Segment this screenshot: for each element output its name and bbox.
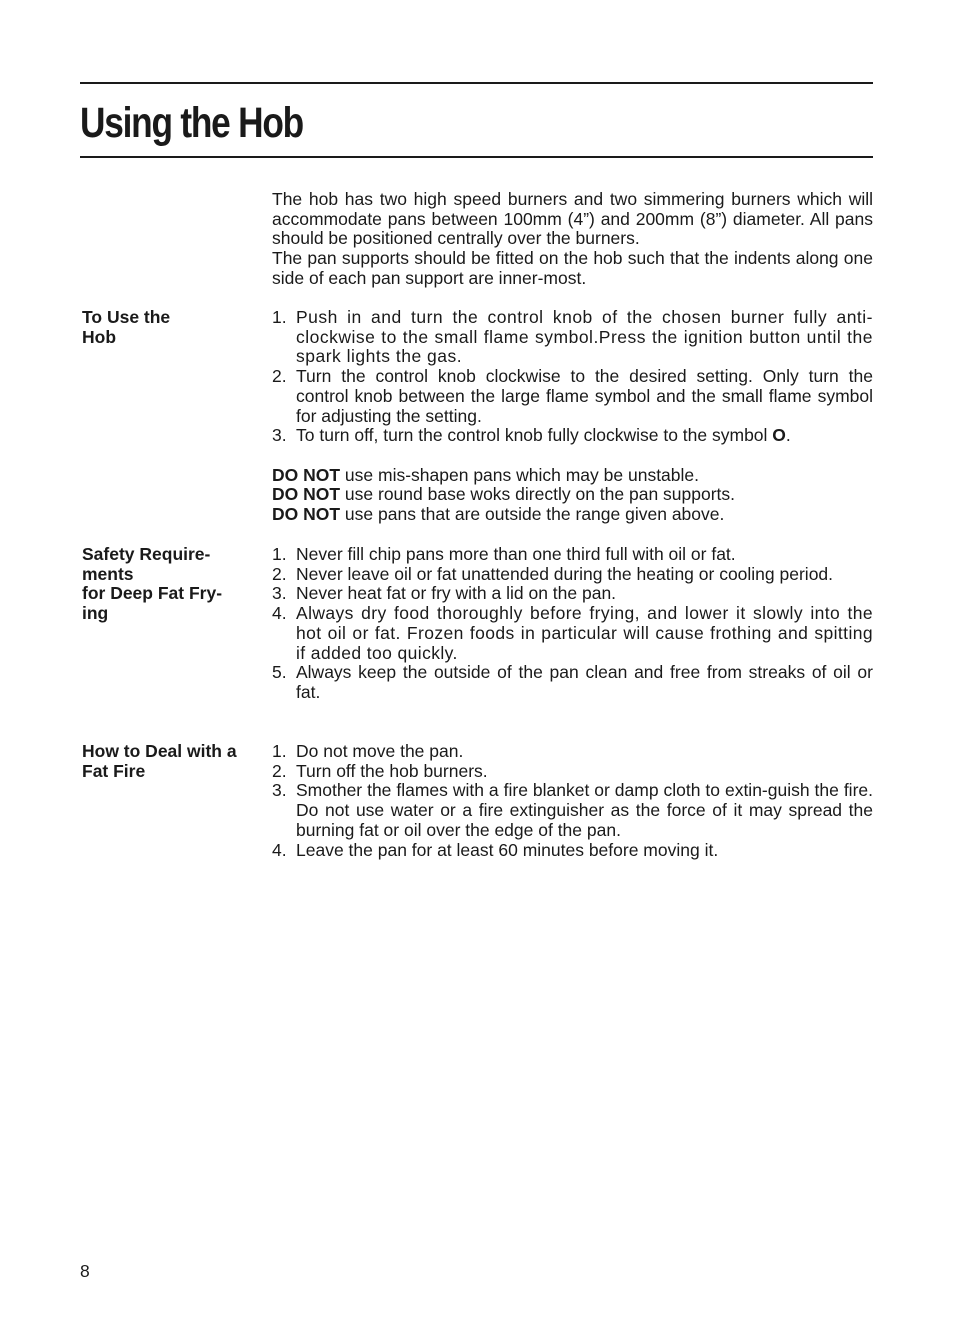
list-item [272,663,873,702]
safety-section [272,545,873,703]
warning-text: use round base woks directly on the pan supports. [340,484,736,505]
step-text-suffix: . [785,425,791,446]
safety-steps [272,545,873,703]
warning-1 [272,466,873,486]
use-hob-section [272,308,873,525]
step-number: 4. [272,603,287,624]
step-text: Never leave oil or fat unattended during the heating or cooling period. [296,563,834,584]
list-item [272,545,873,565]
step-text: Leave the pan for at least 60 minutes before moving it. [296,839,719,860]
fat-fire-heading [82,742,262,781]
warning-2 [272,485,873,505]
warning-label: DO NOT [272,464,341,485]
list-item [272,781,873,840]
warning-label: DO NOT [272,504,341,525]
list-item [272,762,873,782]
step-text: Always dry food thoroughly before frying, and lower it slowly into the hot oil or fat. Frozen foods in particular will cause frothing and spitting if added too quickly. [296,603,873,663]
list-item [272,565,873,585]
warning-label: DO NOT [272,484,341,505]
step-text: Do not move the pan. [296,741,464,761]
step-number: 1. [272,544,287,564]
step-text: Always keep the outside of the pan clean and free from streaks of oil or fat. [296,662,873,702]
title-underline [80,156,873,158]
warning-text: use pans that are outside the range given above. [340,504,725,525]
step-text: Turn the control knob clockwise to the desired setting. Only turn the control knob between the large flame symbol and the small flame symbol for adjusting the setting. [296,366,873,426]
list-item [272,841,873,861]
use-hob-heading-line1: To Use the [82,307,171,327]
step-text: Turn off the hob burners. [296,760,488,781]
top-rule [80,82,873,84]
fat-fire-section [272,742,873,860]
list-item [272,426,873,446]
fat-fire-heading-line1: How to Deal with a [82,741,237,761]
use-hob-heading-line2: Hob [82,326,117,347]
safety-heading-line3: for Deep Fat Fry- [82,583,223,604]
page-number: 8 [80,1261,90,1281]
step-number: 2. [272,366,287,387]
step-text: Never heat fat or fry with a lid on the pan. [296,583,617,604]
step-text: Smother the flames with a fire blanket or damp cloth to extin-guish the fire. Do not use water or a fire extinguisher as the force of it may spread the burning fat or oil over the edge of the pan. [296,780,873,840]
list-item [272,584,873,604]
off-symbol: O [772,425,786,446]
step-text: Push in and turn the control knob of the chosen burner fully anti-clockwise to the small flame symbol.Press the ignition button until the spark lights the gas. [296,307,873,367]
safety-heading-line1: Safety Require- [82,544,211,564]
fat-fire-steps [272,742,873,860]
step-text: Never fill chip pans more than one third full with oil or fat. [296,544,736,564]
warning-3 [272,505,873,525]
step-number: 3. [272,583,287,604]
list-item [272,604,873,663]
step-number: 2. [272,563,287,584]
warning-text: use mis-shapen pans which may be unstable. [340,464,700,485]
step-number: 2. [272,760,287,781]
safety-heading-line2: ments [82,563,134,584]
step-number: 1. [272,741,287,761]
intro-section [272,190,873,289]
use-hob-steps [272,308,873,446]
intro-paragraph-1: The hob has two high speed burners and two simmering burners which will accommodate pans between 100mm (4”) and 200mm (8”) diameter. All pans should be positioned centrally over the burners. [272,189,873,249]
step-number: 4. [272,839,287,860]
intro-paragraph-2: The pan supports should be fitted on the hob such that the indents along one side of each pan support are inner-most. [272,248,873,288]
step-number: 1. [272,307,287,327]
page-title: Using the Hob [80,99,303,147]
fat-fire-heading-line2: Fat Fire [82,760,146,781]
step-text: To turn off, turn the control knob fully clockwise to the symbol [296,425,773,446]
list-item [272,742,873,762]
use-hob-heading [82,308,262,347]
safety-heading-line4: ing [82,603,109,624]
step-number: 3. [272,425,287,446]
step-number: 3. [272,780,287,801]
list-item [272,367,873,426]
list-item [272,308,873,367]
step-number: 5. [272,662,287,683]
safety-heading [82,545,262,624]
